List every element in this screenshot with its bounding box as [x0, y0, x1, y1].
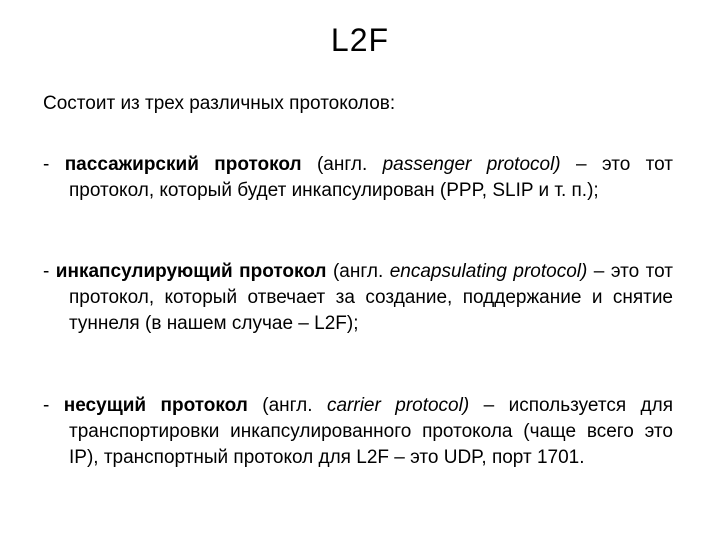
item-description: – это тот протокол, который будет инкапсулирован (PPP, SLIP и т. п.);: [69, 154, 673, 201]
english-prefix: (англ.: [247, 395, 327, 416]
list-dash: -: [43, 395, 64, 416]
list-item: [43, 259, 673, 337]
english-prefix: (англ.: [301, 154, 383, 175]
english-term: passenger protocol): [382, 154, 561, 175]
protocol-term: пассажирский протокол: [64, 154, 302, 175]
protocol-term: инкапсулирующий протокол: [55, 261, 327, 282]
item-description: – используется для транспортировки инкапсулированного протокола (чаще всего это IP), транспортный протокол для L2F – это UDP, порт 1701.: [69, 395, 674, 468]
list-dash: -: [43, 261, 56, 282]
english-term: encapsulating protocol): [389, 261, 588, 282]
list-item: [43, 152, 673, 204]
list-item: [43, 393, 673, 471]
protocol-term: несущий протокол: [63, 395, 248, 416]
intro-text: Состоит из трех различных протоколов:: [43, 93, 396, 114]
english-prefix: (англ.: [326, 261, 390, 282]
list-dash: -: [43, 154, 65, 175]
english-term: carrier protocol): [326, 395, 470, 416]
item-description: – это тот протокол, который отвечает за создание, поддержание и снятие туннеля (в нашем случае – L2F);: [69, 261, 673, 334]
slide-title: L2F: [330, 22, 390, 58]
